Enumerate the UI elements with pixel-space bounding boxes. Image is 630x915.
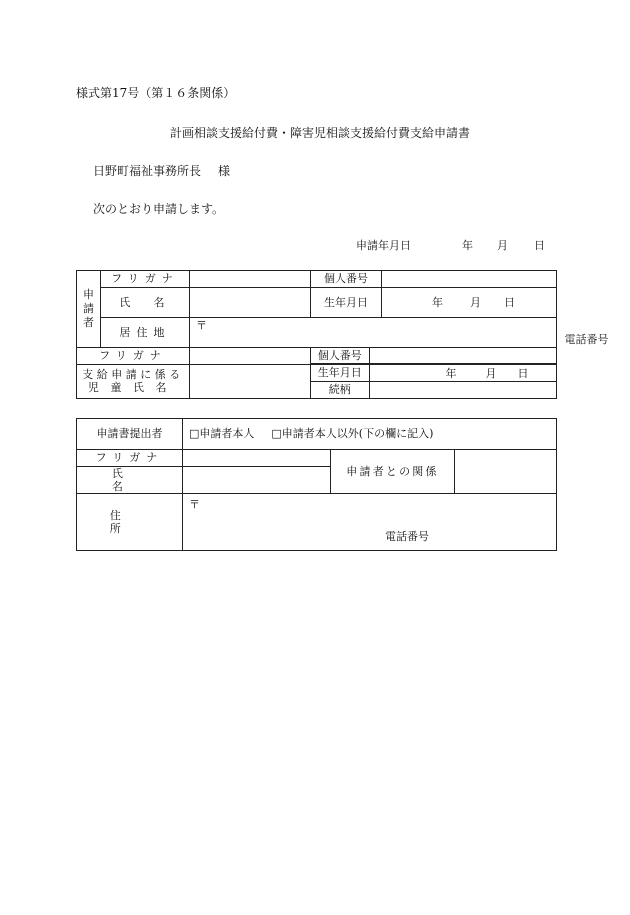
application-date-month: 月 bbox=[497, 239, 508, 252]
applicant-furigana-label: フリガナ bbox=[101, 271, 190, 288]
child-birth-year: 年 bbox=[445, 366, 457, 380]
application-date-year: 年 bbox=[462, 239, 473, 252]
submitter-table bbox=[76, 418, 557, 551]
application-date-label: 申請年月日 bbox=[356, 239, 411, 252]
intro-text: 次のとおり申請します。 bbox=[93, 202, 225, 216]
child-furigana-field[interactable] bbox=[190, 348, 311, 365]
submitter-phone-label: 電話番号 bbox=[385, 530, 429, 544]
child-birthdate-label: 生年月日 bbox=[311, 365, 369, 382]
submitter-postal-mark: 〒 bbox=[189, 498, 200, 512]
applicant-personal-number-label: 個人番号 bbox=[311, 271, 382, 288]
applicant-birth-year: 年 bbox=[432, 296, 443, 309]
submitter-furigana-label: フリガナ bbox=[77, 450, 183, 467]
child-detail-block bbox=[311, 364, 557, 398]
submitter-options bbox=[183, 419, 557, 450]
child-right-block bbox=[311, 348, 557, 365]
submitter-name-label: 氏 名 bbox=[77, 467, 183, 494]
applicant-birthdate-field[interactable] bbox=[382, 288, 557, 318]
submitter-relation-label: 申請者との関係 bbox=[331, 450, 455, 494]
form-title: 計画相談支援給付費・障害児相談支援給付費支給申請書 bbox=[170, 126, 471, 140]
child-birth-month: 月 bbox=[485, 366, 497, 380]
submitter-label: 申請書提出者 bbox=[77, 419, 183, 450]
addressee-suffix: 様 bbox=[218, 164, 231, 178]
applicant-residence-label: 居住地 bbox=[101, 318, 190, 348]
applicant-name-label: 氏 名 bbox=[101, 288, 190, 318]
child-furigana-label: フリガナ bbox=[77, 348, 190, 365]
child-personal-number-field[interactable] bbox=[369, 348, 556, 363]
applicant-section-label: 申請者 bbox=[77, 271, 101, 348]
child-birth-day: 日 bbox=[517, 366, 529, 380]
child-personal-number-label: 個人番号 bbox=[311, 348, 369, 363]
submitter-option-other[interactable]: □申請者本人以外(下の欄に記入) bbox=[271, 427, 434, 441]
submitter-address-label: 住 所 bbox=[77, 494, 183, 551]
child-birthdate-field[interactable] bbox=[369, 365, 556, 382]
child-name-label: 支給申請に係る 児童氏名 bbox=[77, 364, 190, 398]
applicant-birth-day: 日 bbox=[504, 296, 515, 309]
submitter-option-self[interactable]: □申請者本人 bbox=[189, 427, 255, 441]
applicant-personal-number-field[interactable] bbox=[382, 271, 557, 288]
submitter-relation-field[interactable] bbox=[455, 450, 557, 494]
applicant-residence-field[interactable] bbox=[190, 318, 557, 348]
submitter-name-field[interactable] bbox=[183, 467, 331, 494]
application-date-day: 日 bbox=[534, 239, 545, 252]
applicant-phone-label: 電話番号 bbox=[564, 333, 609, 346]
addressee: 日野町福祉事務所長 bbox=[93, 164, 202, 178]
child-name-field[interactable] bbox=[190, 364, 311, 398]
submitter-furigana-field[interactable] bbox=[183, 450, 331, 467]
applicant-postal-mark: 〒 bbox=[196, 319, 207, 332]
form-number: 様式第17号（第１６条関係） bbox=[76, 86, 236, 100]
applicant-birth-month: 月 bbox=[470, 296, 481, 309]
applicant-furigana-field[interactable] bbox=[190, 271, 311, 288]
applicant-table bbox=[76, 270, 609, 399]
applicant-birthdate-label: 生年月日 bbox=[311, 288, 382, 318]
child-relationship-label: 続柄 bbox=[311, 382, 369, 398]
submitter-address-field[interactable] bbox=[183, 494, 557, 551]
applicant-name-field[interactable] bbox=[190, 288, 311, 318]
child-relationship-field[interactable] bbox=[369, 382, 556, 398]
